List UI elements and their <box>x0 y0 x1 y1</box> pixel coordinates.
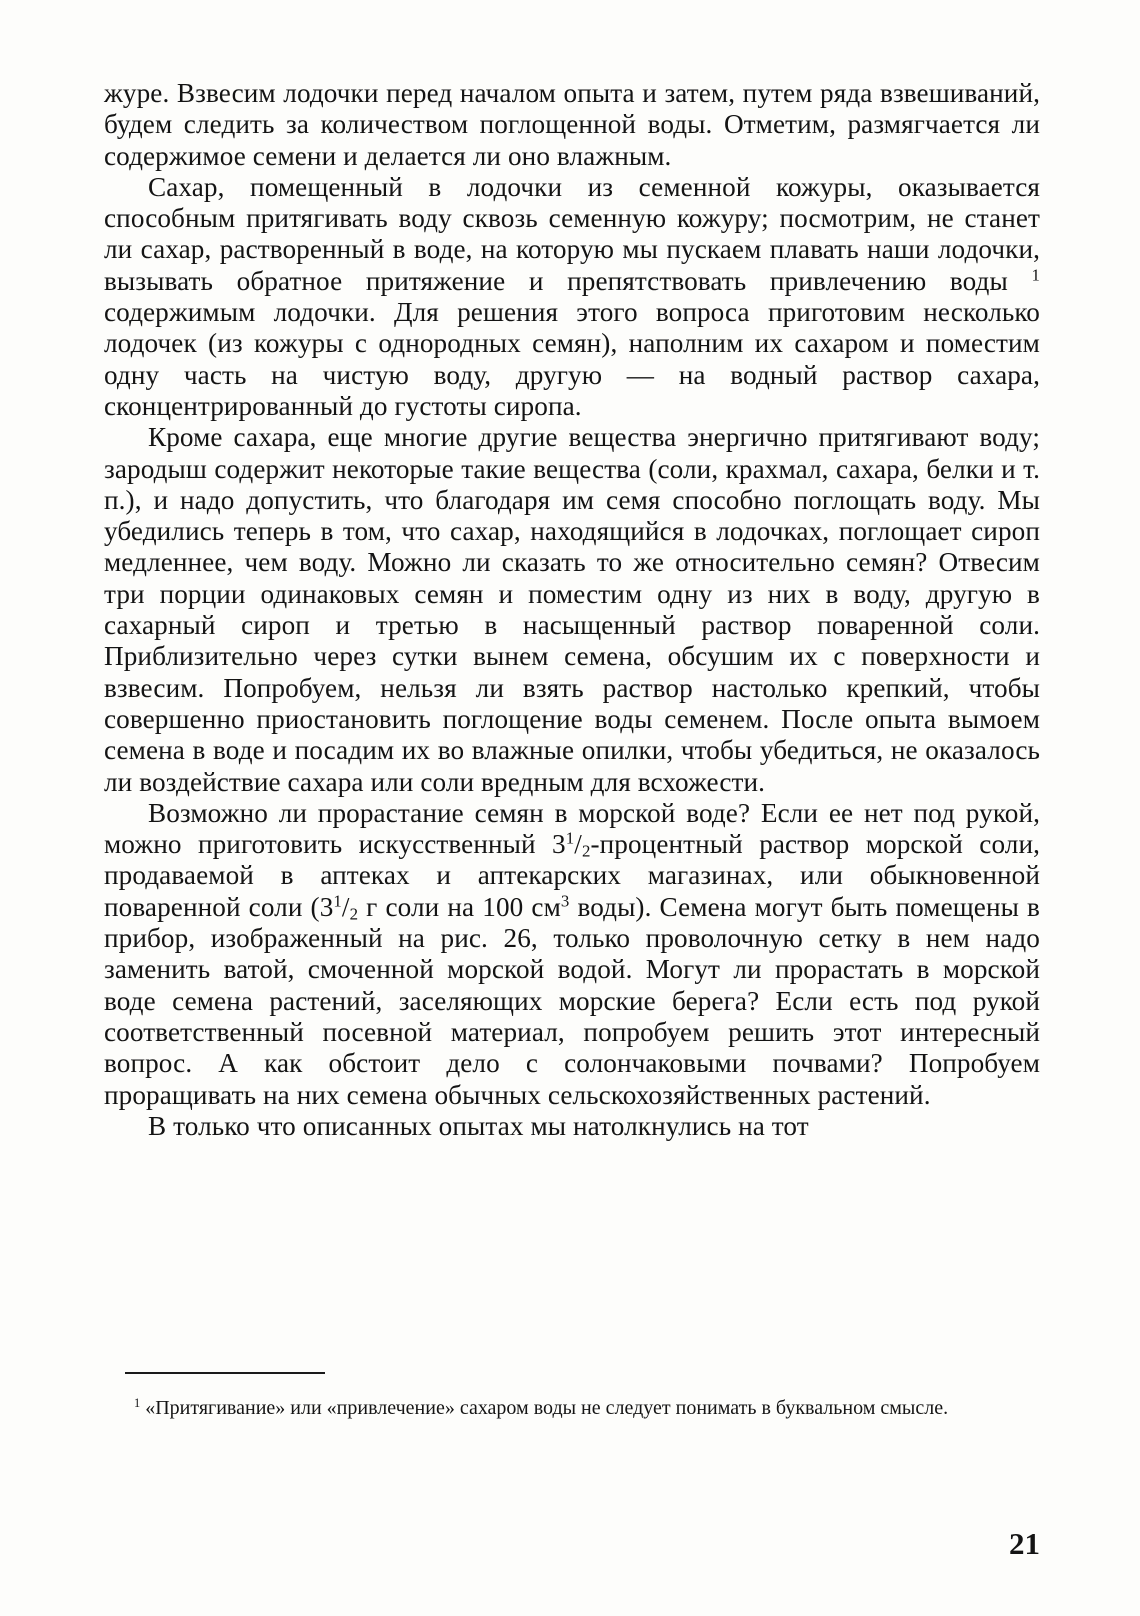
page-number: 21 <box>1009 1526 1040 1561</box>
footnote <box>104 1394 1040 1422</box>
fraction-denominator: 2 <box>349 904 359 924</box>
footnote-divider <box>125 1372 325 1374</box>
fraction-numerator: 1 <box>333 891 342 911</box>
footnote-reference: 1 <box>1031 265 1040 285</box>
paragraph: Сахар, помещенный в лодочки из семенной кожуры, оказывается способным притягивать воду сквозь семенную кожуру; посмотрим, не станет ли сахар, растворенный в воде, на которую мы пускаем плавать наши лодочки, вызывать обратное притяжение и препятствовать привлечению воды $^1$ содержимым лодочки. Для решения этого вопроса приготовим несколько лодочек (из кожуры с однородных семян), наполним их сахаром и поместим одну часть на чистую воду, другую — на водный раствор сахара, сконцентрированный до густоты сиропа. <box>104 171 1040 421</box>
paragraph: Кроме сахара, еще многие другие вещества энергично притягивают воду; зародыш содержит некоторые такие вещества (соли, крахмал, сахара, белки и т. п.), и надо допустить, что благодаря им семя способно поглощать воду. Мы убедились теперь в том, что сахар, находящийся в лодочках, поглощает сироп медленнее, чем воду. Можно ли сказать то же относительно семян? Отвесим три порции одинаковых семян и поместим одну из них в воду, другую в сахарный сироп и третью в насыщенный раствор поваренной соли. Приблизительно через сутки вынем семена, обсушим их с поверхности и взвесим. Попробуем, нельзя ли взять раствор настолько крепкий, чтобы совершенно приостановить поглощение воды семенем. После опыта вымоем семена в воде и посадим их во влажные опилки, чтобы убедиться, не оказалось ли воздействие сахара или соли вредным для всхожести. <box>104 422 1040 797</box>
fraction-numerator: 1 <box>565 828 575 848</box>
footnote-marker: 1 <box>134 1396 141 1411</box>
paragraph: журе. Взвесим лодочки перед началом опыта и затем, путем ряда взвешиваний, будем следить за количеством поглощенной воды. Отметим, размягчается ли содержимое семени и делается ли оно влажным. <box>104 78 1040 171</box>
footnote-text: «Притягивание» или «привлечение» сахаром воды не следует понимать в буквальном смысле. <box>145 1397 949 1419</box>
paragraph: В только что описанных опытах мы натолкнулись на тот <box>148 1110 809 1141</box>
paragraph: Возможно ли прорастание семян в морской воде? Если ее нет под рукой, можно приготовить искусственный $3^1/_2$-процентный раствор морской соли, продаваемой в аптеках и аптекарских магазинах, или обыкновенной поваренной соли ($3^1/_2$ г соли на 100 $см^3$ воды). Семена могут быть помещены в прибор, изображенный на рис. 26, только проволочную сетку в нем надо заменить ватой, смоченной морской водой. Могут ли прорастать в морской воде семена растений, заселяющих морские берега? Если есть под рукой соответственный посевной материал, попробуем решить этот интересный вопрос. А как обстоит дело с солончаковыми почвами? Попробуем проращивать на них семена обычных сельскохозяйственных растений. <box>104 797 1040 1110</box>
fraction-denominator: 2 <box>581 841 591 861</box>
exponent: 3 <box>560 891 570 911</box>
main-text <box>104 78 1040 1142</box>
